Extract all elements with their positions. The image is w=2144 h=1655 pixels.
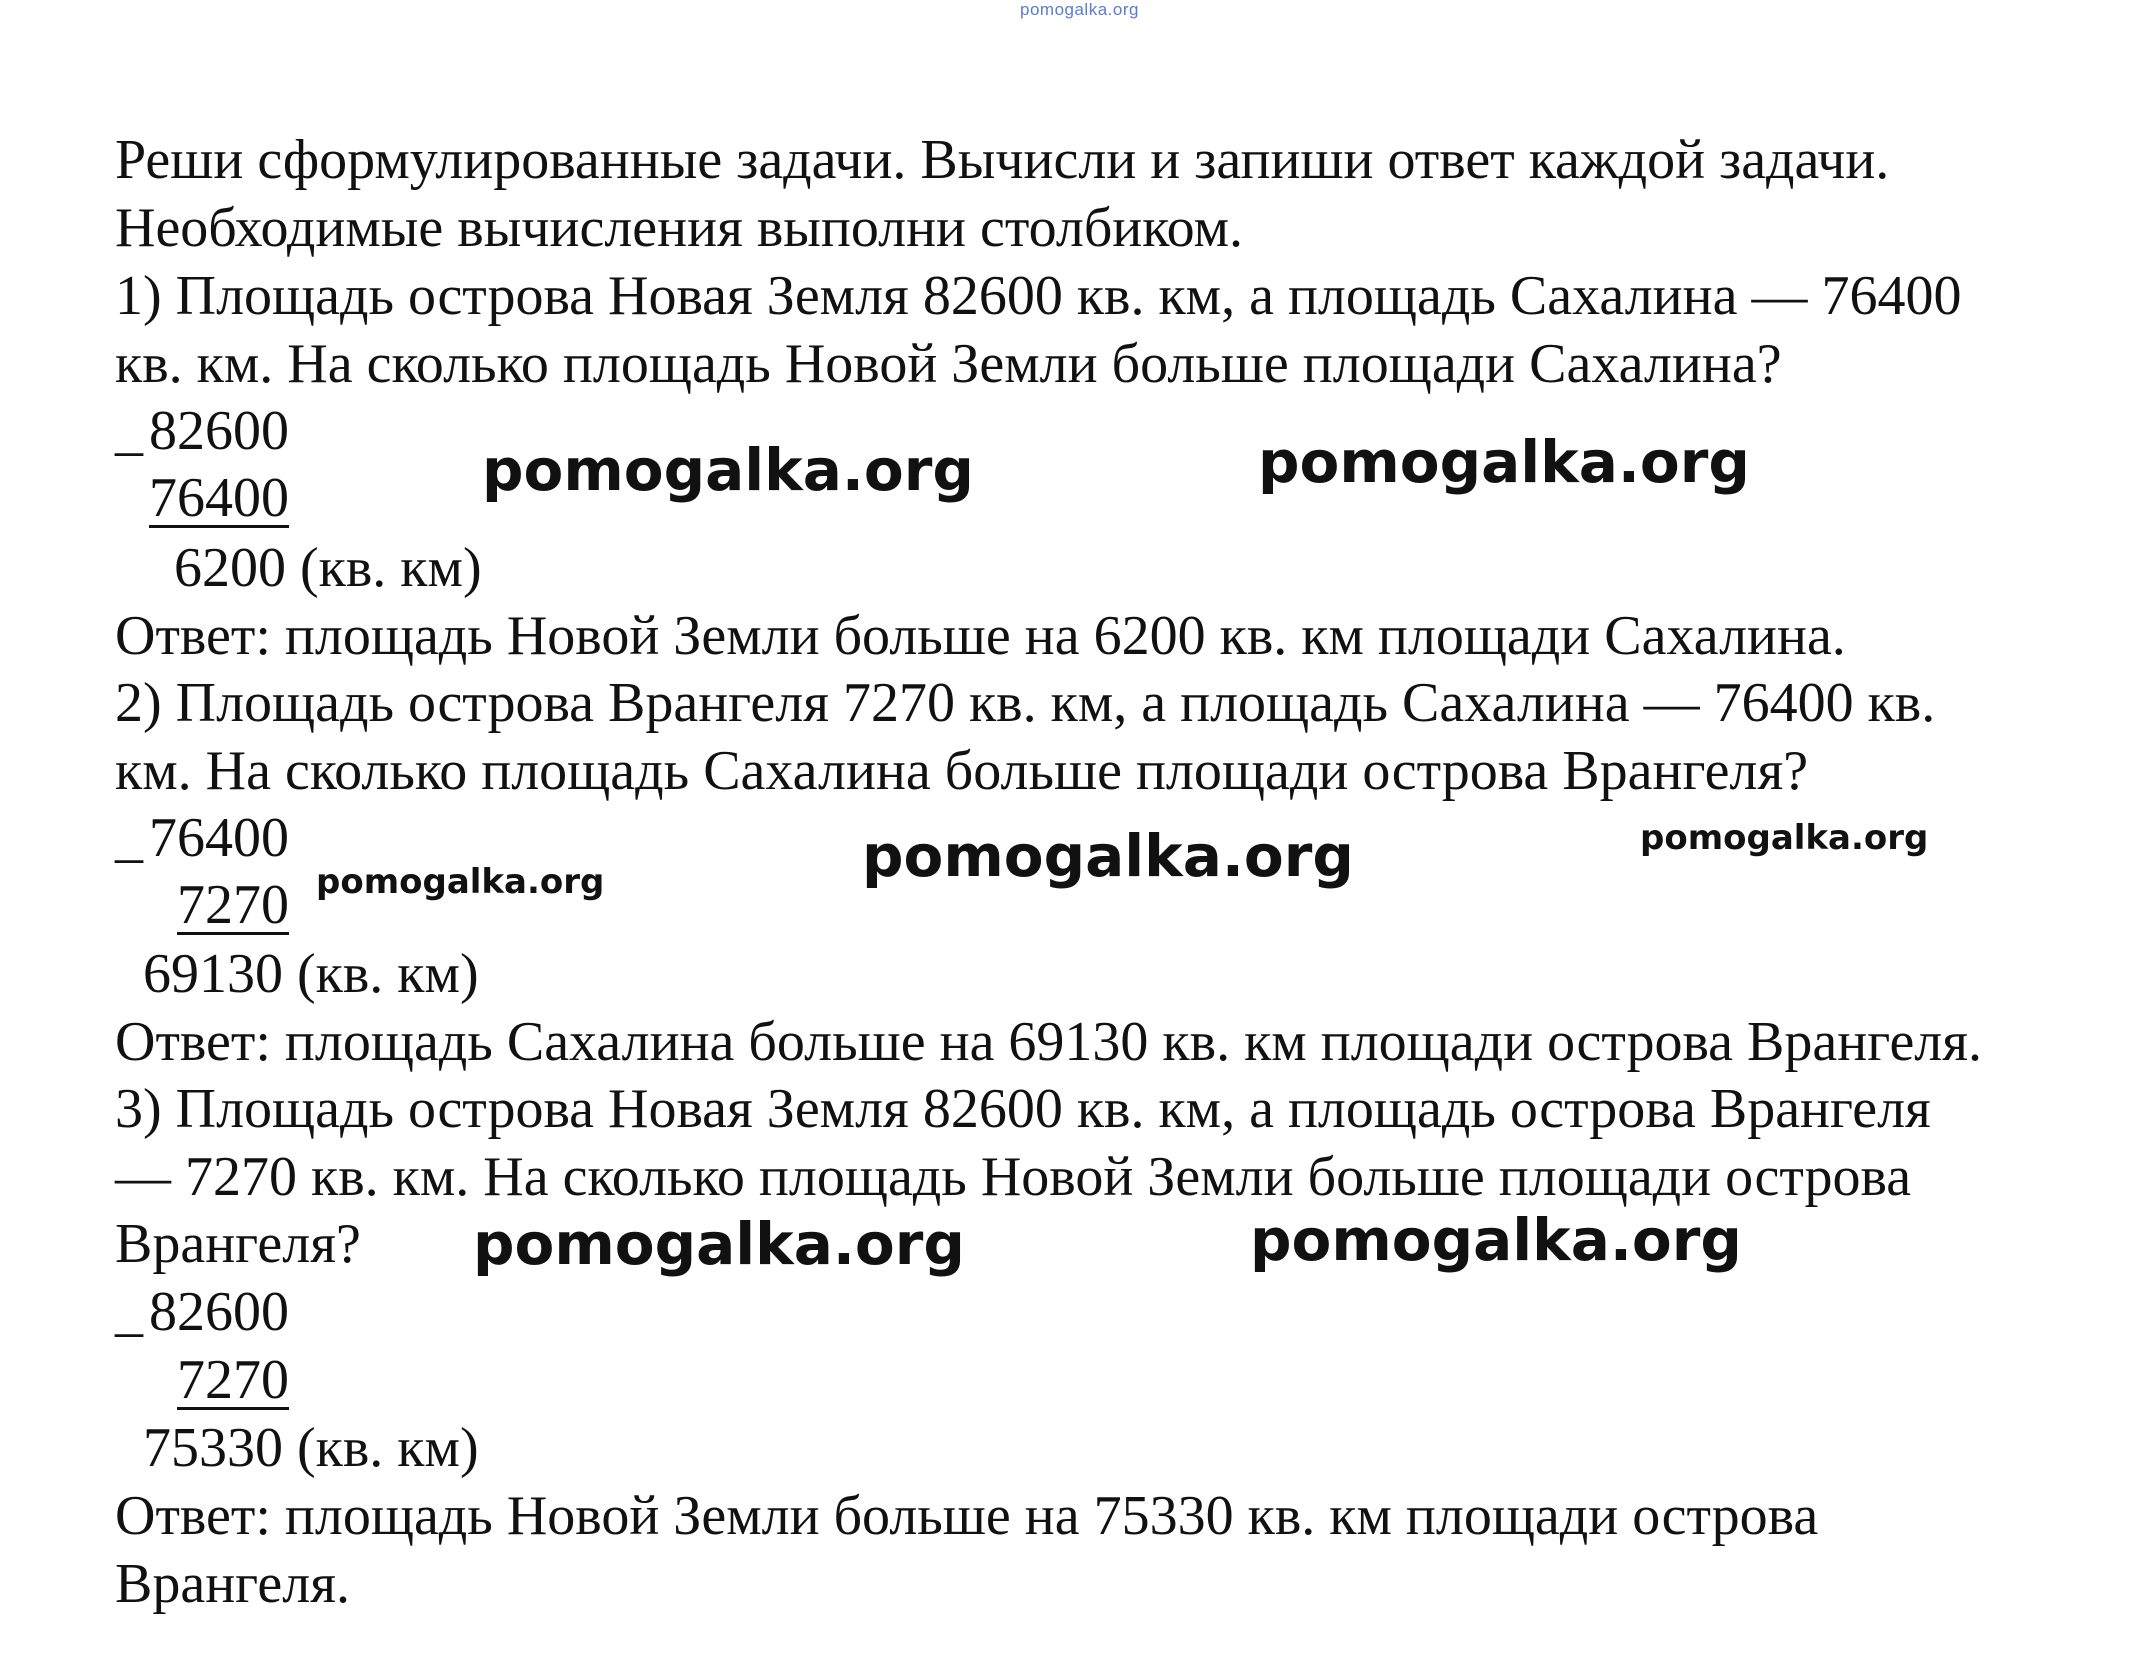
task1-result: 6200 (кв. км) xyxy=(174,537,482,599)
watermark-text: pomogalka.org xyxy=(1258,428,1750,496)
task2-line-1: 2) Площадь острова Врангеля 7270 кв. км, а площадь Сахалина — 76400 кв. xyxy=(115,672,1936,734)
site-url-header[interactable]: pomogalka.org xyxy=(1020,0,1139,19)
watermark-text: pomogalka.org xyxy=(473,1210,965,1278)
task1-answer: Ответ: площадь Новой Земли больше на 6200 кв. км площади Сахалина. xyxy=(115,605,1846,667)
task1-line-2: кв. км. На сколько площадь Новой Земли больше площади Сахалина? xyxy=(115,333,1782,395)
watermark-text: pomogalka.org xyxy=(1250,1206,1742,1274)
task1-subtrahend: 76400 xyxy=(149,467,289,529)
intro-line-2: Необходимые вычисления выполни столбиком. xyxy=(115,197,1244,259)
intro-line-1: Реши сформулированные задачи. Вычисли и запиши ответ каждой задачи. xyxy=(115,129,1890,191)
task3-result: 75330 (кв. км) xyxy=(143,1417,479,1479)
watermark-text: pomogalka.org xyxy=(862,822,1354,890)
task3-line-2: — 7270 кв. км. На сколько площадь Новой Земли больше площади острова xyxy=(115,1146,1912,1208)
watermark-text: pomogalka.org xyxy=(1640,818,1929,858)
watermark-text: pomogalka.org xyxy=(316,862,605,902)
task3-answer-line-1: Ответ: площадь Новой Земли больше на 75330 кв. км площади острова xyxy=(115,1485,1819,1547)
task3-line-1: 3) Площадь острова Новая Земля 82600 кв. км, а площадь острова Врангеля xyxy=(115,1078,1931,1140)
task2-minus-sign: _ xyxy=(115,807,143,869)
task3-minus-sign: _ xyxy=(115,1281,143,1343)
watermark-text: pomogalka.org xyxy=(482,436,974,504)
task2-answer: Ответ: площадь Сахалина больше на 69130 кв. км площади острова Врангеля. xyxy=(115,1011,1983,1073)
task1-minus-sign: _ xyxy=(115,400,143,462)
task1-line-1: 1) Площадь острова Новая Земля 82600 кв. км, а площадь Сахалина — 76400 xyxy=(115,265,1962,327)
task3-line-3: Врангеля? xyxy=(115,1213,361,1275)
task2-subtrahend: 7270 xyxy=(177,874,289,936)
task2-result: 69130 (кв. км) xyxy=(143,943,479,1005)
task2-line-2: км. На сколько площадь Сахалина больше площади острова Врангеля? xyxy=(115,740,1809,802)
task3-minuend: 82600 xyxy=(149,1281,289,1343)
task2-minuend: 76400 xyxy=(149,807,289,869)
task3-subtrahend: 7270 xyxy=(177,1349,289,1411)
task3-answer-line-2: Врангеля. xyxy=(115,1553,350,1615)
task1-minuend: 82600 xyxy=(149,400,289,462)
